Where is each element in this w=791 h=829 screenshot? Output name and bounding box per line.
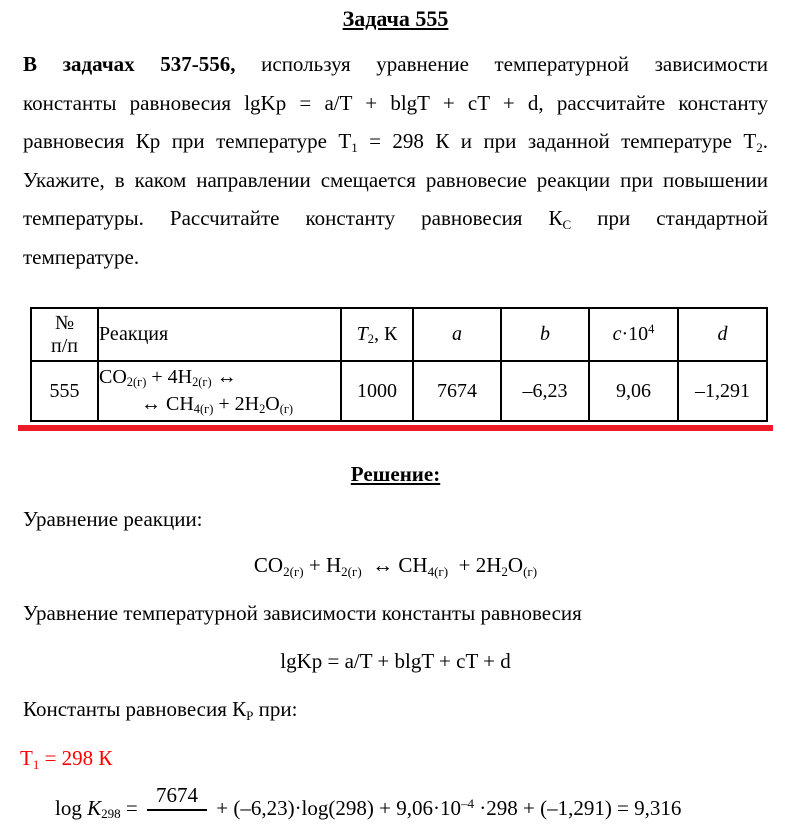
intro-line-4: Укажите, в каком направлении смещается равновесие реакции при повышении <box>23 167 768 192</box>
formula-lead: $\log K_{298}$ = <box>55 795 143 822</box>
problem-title: Задача 555 <box>342 6 449 31</box>
dependence-equation-label: Уравнение температурной зависимости константы равновесия <box>23 601 582 625</box>
cell-t2: 1000 <box>341 361 413 421</box>
fraction <box>147 782 207 829</box>
cell-b: –6,23 <box>501 361 589 421</box>
col-header-d: d <box>678 308 767 361</box>
intro-paragraph <box>23 45 768 277</box>
fraction-denominator <box>147 811 207 829</box>
col-header-a: a <box>413 308 501 361</box>
reaction-equation-label: Уравнение реакции: <box>23 507 203 531</box>
intro-line-5: температуры. Рассчитайте константу равновесия $К_С$ при стандартной <box>23 206 768 233</box>
cell-reaction <box>98 361 341 421</box>
cell-number: 555 <box>31 361 98 421</box>
col-header-number: № п/п <box>31 308 98 361</box>
intro-line-1: В задачах 537-556, используя уравнение температурной зависимости <box>23 52 768 76</box>
intro-line-2: константы равновесия lgKp = a/T + blgT + cT + d, рассчитайте константу <box>23 90 768 115</box>
reaction-line-1: $CO_{2(г)} + 4H_{2(г)}$ ↔ <box>99 366 237 390</box>
col-header-t2: $T_2$, К <box>341 308 413 361</box>
col-header-b: b <box>501 308 589 361</box>
red-divider <box>18 425 773 431</box>
intro-line-6: температуре. <box>23 244 140 269</box>
dependence-equation: lgKp = a/T + blgT + cT + d <box>280 649 511 673</box>
table-header-row <box>31 308 767 361</box>
t1-temperature-value: $Т_1 = 298$ К <box>20 746 113 772</box>
fraction-numerator: 7674 <box>147 782 207 811</box>
cell-d: –1,291 <box>678 361 767 421</box>
kp-constants-label: Константы равновесия $К_Р$ при: <box>23 697 298 723</box>
solution-heading: Решение: <box>350 462 441 486</box>
formula-rest: + $(-6,23)\cdot\log(298) + 9,06\cdot 10^{-4} \cdot 298 + (-1,291) = 9,316$ <box>210 795 682 820</box>
parameters-table <box>30 307 768 422</box>
reaction-equation: $CO_{2(г)} + H_{2(г)}$ ↔ $CH_{4(г)} + 2H_2O_{(г)}$ <box>253 553 538 579</box>
col-header-c: $c\cdot 10^4$ <box>589 308 678 361</box>
table-row <box>31 361 767 421</box>
col-header-reaction: Реакция <box>98 308 341 361</box>
reaction-line-2: ↔ $CH_{4(г)} + 2H_2O_{(г)}$ <box>141 393 294 417</box>
logkp-298-formula <box>55 782 681 829</box>
intro-line-3: равновесия Кр при температуре $Т_1 = 298$ К и при заданной температуре $Т_2$. <box>23 129 768 155</box>
cell-c: 9,06 <box>589 361 678 421</box>
cell-a: 7674 <box>413 361 501 421</box>
